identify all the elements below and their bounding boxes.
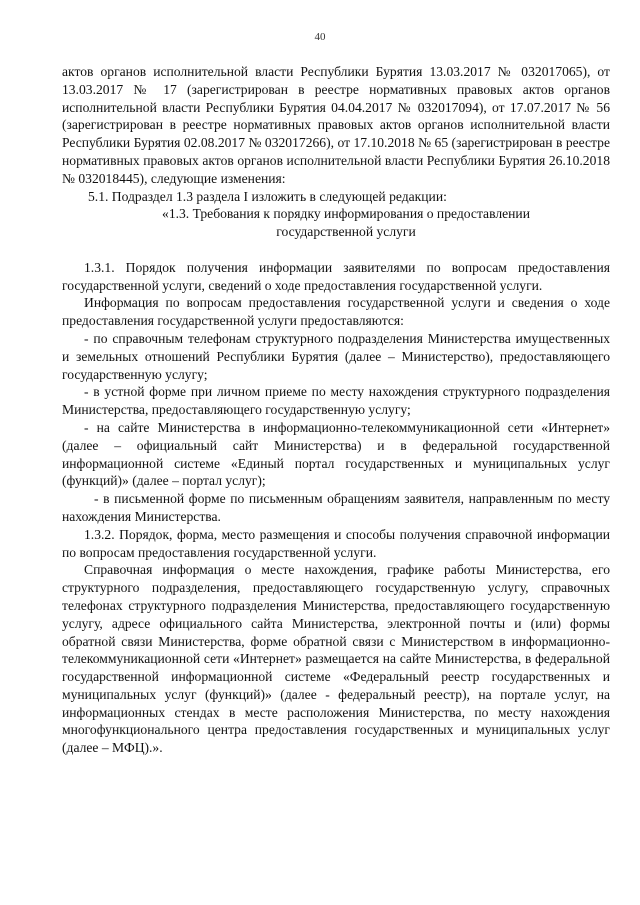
list-item-telephone: - по справочным телефонам структурного подразделения Министерства имущественных и земельных отношений Республики Бурятия (далее – Министерство), предоставляющего государственную услугу; — [62, 330, 610, 382]
document-body — [62, 63, 610, 757]
reference-information-paragraph: Справочная информация о месте нахождения, графике работы Министерства, его структурного подразделения, предоставляющего государственную услугу, справочных телефонах структурного подразделения Министерства, предоставляющего государственную услугу, адресе официального сайта Министерства, электронной почты и (или) формы обратной связи Министерства, форме обратной связи с Министерством в информационно- телекоммуникационной сети «Интернет» размещается на сайте Министерства, в федеральной государственной информационной системе «Федеральный реестр государственных и муниципальных услуг (функций)» (далее - федеральный реестр), на портале услуг, на информационных стендах в месте расположения Министерства, по месту нахождения многофункционального центра предоставления государственных и муниципальных услуг (далее – МФЦ).». — [62, 562, 610, 756]
list-item-oral: - в устной форме при личном приеме по месту нахождения структурного подразделения Министерства, предоставляющего государственную услугу; — [62, 384, 610, 418]
page-number: 40 — [314, 31, 326, 43]
amendment-intro-paragraph: актов органов исполнительной власти Республики Бурятия 13.03.2017 № 032017065), от 13.03.2017 № 17 (зарегистрирован в реестре нормативных правовых актов органов исполнительной власти Республики Бурятия 04.04.2017 № 032017094), от 17.07.2017 № 56 (зарегистрирован в реестре нормативных правовых актов органов исполнительной власти Республики Бурятия 02.08.2017 № 032017266), от 17.10.2018 № 65 (зарегистрирован в реестре нормативных правовых актов органов исполнительной власти Республики Бурятия 26.10.2018 № 032018445), следующие изменения: — [62, 64, 610, 186]
list-item-website: - на сайте Министерства в информационно-телекоммуникационной сети «Интернет» (далее – официальный сайт Министерства) и в федеральной государственной информационной системе «Единый портал государственных и муниципальных услуг (функций)» (далее – портал услуг); — [62, 419, 610, 489]
list-item-written: - в письменной форме по письменным обращениям заявителя, направленным по месту нахождения Министерства. — [62, 491, 610, 524]
item-5-1-paragraph: 5.1. Подраздел 1.3 раздела I изложить в следующей редакции: — [88, 188, 447, 204]
information-provision-paragraph: Информация по вопросам предоставления государственной услуги и сведения о ходе предоставления государственной услуги предоставляются: — [62, 295, 610, 329]
clause-1-3-1-paragraph: 1.3.1. Порядок получения информации заявителями по вопросам предоставления государственной услуги, сведений о ходе предоставления государственной услуги. — [62, 259, 610, 293]
subsection-heading: «1.3. Требования к порядку информирования о предоставлении государственной услуги — [162, 206, 530, 240]
clause-1-3-2-paragraph: 1.3.2. Порядок, форма, место размещения и способы получения справочной информации по вопросам предоставления государственной услуги. — [62, 526, 610, 560]
blank-line — [62, 241, 610, 259]
